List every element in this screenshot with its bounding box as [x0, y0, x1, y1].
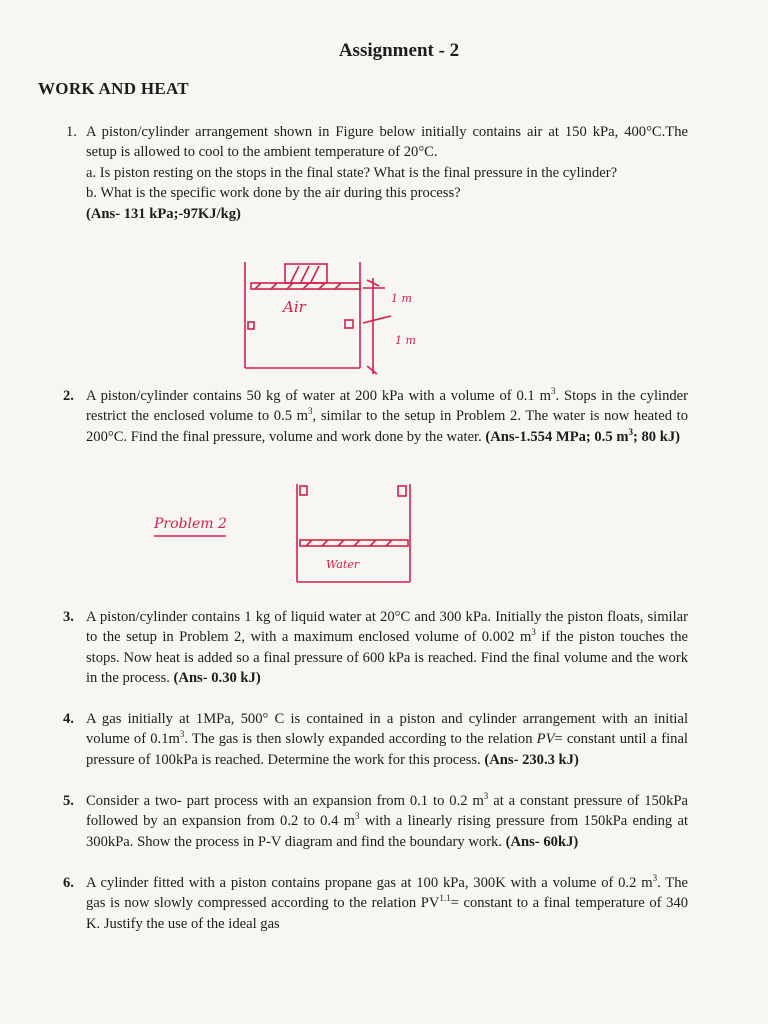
answer: (Ans- 0.30 kJ) [173, 670, 261, 687]
answer-text: ; 80 kJ) [632, 428, 681, 445]
question-text: , similar to the setup in Problem 2. The water is now heated to 200°C. Find the final pressure, volume and work done by the water. [86, 408, 688, 445]
section-heading: WORK AND HEAT [38, 79, 189, 98]
sub-question-b: b. What is the specific work done by the air during this process? [86, 185, 461, 202]
dimension-bottom: 1 m [395, 334, 416, 347]
question-1 [66, 122, 688, 224]
superscript: 3 [179, 729, 185, 740]
question-number: 6. [63, 875, 74, 891]
question-number: 1. [66, 124, 77, 140]
answer: (Ans- 230.3 kJ) [484, 751, 579, 768]
dimension-top: 1 m [391, 292, 412, 305]
question-text: with a linearly rising pressure from 150kPa ending at 300kPa. Show the process in P-V diagram and find the boundary work. [86, 813, 688, 850]
superscript: 3 [550, 386, 556, 397]
superscript: 3 [652, 873, 658, 884]
question-text: A piston/cylinder contains 1 kg of liquid water at 20°C and 300 kPa. Initially the piston floats, similar to the setup in Problem 2, with a maximum enclosed volume of 0.002 m [86, 609, 688, 646]
exponent: 1.1 [439, 893, 451, 904]
question-number: 3. [63, 609, 74, 625]
question-text: if the piston touches the stops. Now heat is added so a final pressure of 600 kPa is reached. Find the final volume and the work in the process. [86, 629, 688, 687]
superscript: 3 [628, 426, 633, 437]
piston-cylinder-figure [235, 258, 435, 380]
superscript: 3 [483, 791, 489, 802]
question-text: . The gas is then slowly expanded according to the relation [184, 731, 537, 748]
question-text: Consider a two- part process with an expansion from 0.1 to 0.2 m [86, 793, 484, 809]
superscript: 3 [308, 406, 313, 417]
page-title: Assignment - 2 [338, 40, 460, 61]
question-text: A piston/cylinder arrangement shown in Figure below initially contains air at 150 kPa, 400°C.The setup is allowed to cool to the ambient temperature of 20°C. [86, 124, 688, 161]
question-text: . The gas is now slowly compressed according to the relation PV [86, 875, 688, 912]
right-stop [398, 486, 406, 496]
answer: (Ans- 131 kPa;-97KJ/kg) [86, 205, 241, 222]
right-stop [345, 320, 353, 328]
question-text: A gas initially at 1MPa, 500° C is contained in a piston and cylinder arrangement with an initial volume of 0.1m [86, 711, 688, 748]
answer [485, 426, 681, 445]
question-text: A piston/cylinder contains 50 kg of water at 200 kPa with a volume of 0.1 m [86, 388, 551, 404]
superscript: 3 [354, 811, 360, 822]
pv-symbol: PV [536, 731, 555, 748]
answer-text: (Ans-1.554 MPa; 0.5 m [485, 428, 629, 445]
sub-question-a: a. Is piston resting on the stops in the final state? What is the final pressure in the cylinder? [86, 164, 618, 181]
question-text: A cylinder fitted with a piston contains propane gas at 100 kPa, 300K with a volume of 0.2 m [86, 875, 653, 891]
answer: (Ans- 60kJ) [505, 833, 579, 850]
question-4 [63, 709, 688, 770]
question-number: 5. [63, 793, 74, 809]
question-text: at a constant pressure of 150kPa followed by an expansion from 0.2 to 0.4 m [86, 793, 688, 830]
air-label: Air [283, 298, 306, 316]
question-number: 4. [63, 711, 74, 727]
question-text: = constant until a final pressure of 100kPa is reached. Determine the work for this process. [86, 731, 688, 768]
question-text: . Stops in the cylinder restrict the enclosed volume to 0.5 m [86, 388, 688, 425]
problem-2-figure [140, 478, 440, 588]
question-6 [63, 873, 688, 934]
left-stop [300, 486, 307, 495]
question-2 [63, 386, 688, 447]
water-label: Water [326, 558, 360, 571]
question-3 [63, 607, 688, 689]
question-number: 2. [63, 388, 74, 404]
question-5 [63, 791, 688, 852]
superscript: 3 [531, 627, 536, 638]
problem-2-caption: Problem 2 [154, 516, 227, 532]
question-text: = constant to a final temperature of 340 K. Justify the use of the ideal gas [86, 895, 688, 932]
left-stop [248, 322, 254, 329]
